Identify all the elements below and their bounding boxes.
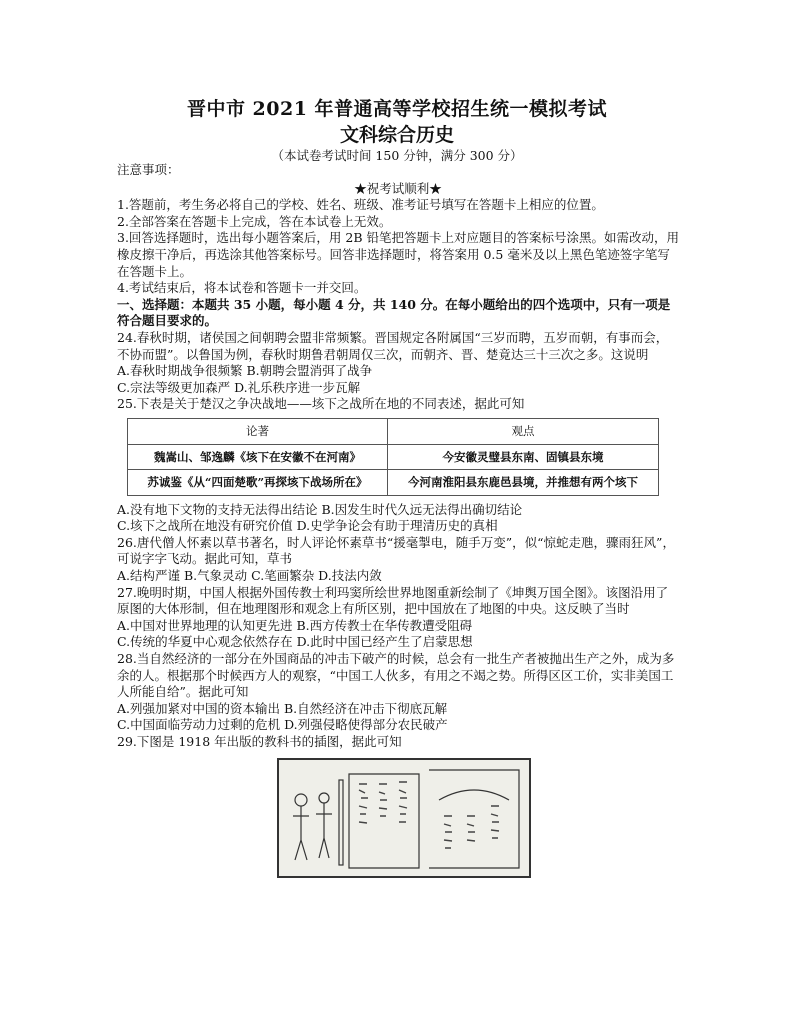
q25-table-header-view: 观点 — [387, 418, 658, 444]
q25-table — [127, 418, 659, 496]
q28-options-cd: C.中国面临劳动力过剩的危机 D.列强侵略使得部分农民破产 — [117, 717, 448, 733]
q25-table-cell: 今河南淮阳县东鹿邑县境，并推想有两个垓下 — [387, 470, 658, 496]
q25-table-cell: 魏嵩山、邹逸麟《垓下在安徽不在河南》 — [128, 444, 388, 470]
q29-textbook-illustration — [277, 758, 531, 878]
q25-options-ab: A.没有地下文物的支持无法得出结论 B.因发生时代久远无法得出确切结论 — [117, 501, 523, 517]
notice-heading: 注意事项： — [117, 162, 180, 177]
notice-item-4: 4.考试结束后，将本试卷和答题卡一并交回。 — [117, 280, 367, 296]
q25-table-cell: 今安徽灵璧县东南、固镇县东境 — [387, 444, 658, 470]
exam-info: （本试卷考试时间 150 分钟，满分 300 分） — [271, 148, 523, 163]
q26-stem: 26.唐代僧人怀素以草书著名，时人评论怀素草书“援毫掣电，随手万变”，似“惊蛇走虺，骤雨狂风”，可说字字飞动。据此可知，草书 — [117, 534, 675, 567]
section-heading: 一、选择题：本题共 35 小题，每小题 4 分，共 140 分。在每小题给出的四个选项中，只有一项是符合题目要求的。 — [117, 296, 671, 329]
table-row — [128, 470, 659, 496]
notice-blessing: ★祝考试顺利★ — [354, 180, 442, 196]
q24-options-cd: C.宗法等级更加森严 D.礼乐秩序进一步瓦解 — [117, 379, 361, 395]
q28-options-ab: A.列强加紧对中国的资本输出 B.自然经济在冲击下彻底瓦解 — [117, 700, 448, 716]
q25-table-cell: 苏诚鉴《从“四面楚歌”再探垓下战场所在》 — [128, 470, 388, 496]
q29-stem: 29.下图是 1918 年出版的教科书的插图，据此可知 — [117, 734, 402, 749]
q26-options: A.结构严谨 B.气象灵动 C.笔画繁杂 D.技法内敛 — [117, 568, 382, 584]
q25-stem: 25.下表是关于楚汉之争决战地——垓下之战所在地的不同表述，据此可知 — [117, 396, 525, 412]
q28-stem: 28.当自然经济的一部分在外国商品的冲击下破产的时候，总会有一批生产者被抛出生产之外，成为多余的人。根据那个时候西方人的观察，“中国工人伙多，有用之不竭之势。所得区区工价，实非美国工人所能自给”。据此可知 — [117, 651, 675, 700]
notice-item-1: 1.答题前，考生务必将自己的学校、姓名、班级、准考证号填写在答题卡上相应的位置。 — [117, 197, 604, 213]
exam-title: 晋中市 2021 年普通高等学校招生统一模拟考试 — [186, 98, 608, 120]
notice-item-3: 3.回答选择题时，选出每小题答案后，用 2B 铅笔把答题卡上对应题目的答案标号涂黑。如需改动，用橡皮擦干净后，再选涂其他答案标号。回答非选择题时，将答案用 0.5 毫米及以上黑色笔迹签字笔写在答题卡上。 — [117, 230, 680, 279]
q27-stem: 27.晚明时期，中国人根据外国传教士利玛窦所绘世界地图重新绘制了《坤舆万国全图》。该图沿用了原图的大体形制，但在地理图形和观念上有所区别，把中国放在了地图的中央。这反映了当时 — [117, 584, 669, 617]
q24-options-ab: A.春秋时期战争很频繁 B.朝聘会盟消弭了战争 — [117, 363, 373, 379]
q27-options-cd: C.传统的华夏中心观念依然存在 D.此时中国已经产生了启蒙思想 — [117, 634, 473, 650]
q25-options-cd: C.垓下之战所在地没有研究价值 D.史学争论会有助于理清历史的真相 — [117, 518, 498, 534]
q24-stem: 24.春秋时期，诸侯国之间朝聘会盟非常频繁。晋国规定各附属国“三岁而聘，五岁而朝，有事而会，不协而盟”。以鲁国为例，春秋时期鲁君朝周仅三次，而朝齐、晋、楚竟达三十三次之多。这说明 — [117, 329, 669, 362]
exam-subject: 文科综合历史 — [339, 124, 454, 146]
table-row — [128, 444, 659, 470]
q25-table-header-works: 论著 — [128, 418, 388, 444]
q27-options-ab: A.中国对世界地理的认知更先进 B.西方传教士在华传教遭受阻碍 — [117, 617, 473, 633]
exam-body — [117, 162, 679, 878]
illustration-sketch — [279, 760, 529, 876]
notice-item-2: 2.全部答案在答题卡上完成，答在本试卷上无效。 — [117, 213, 392, 229]
